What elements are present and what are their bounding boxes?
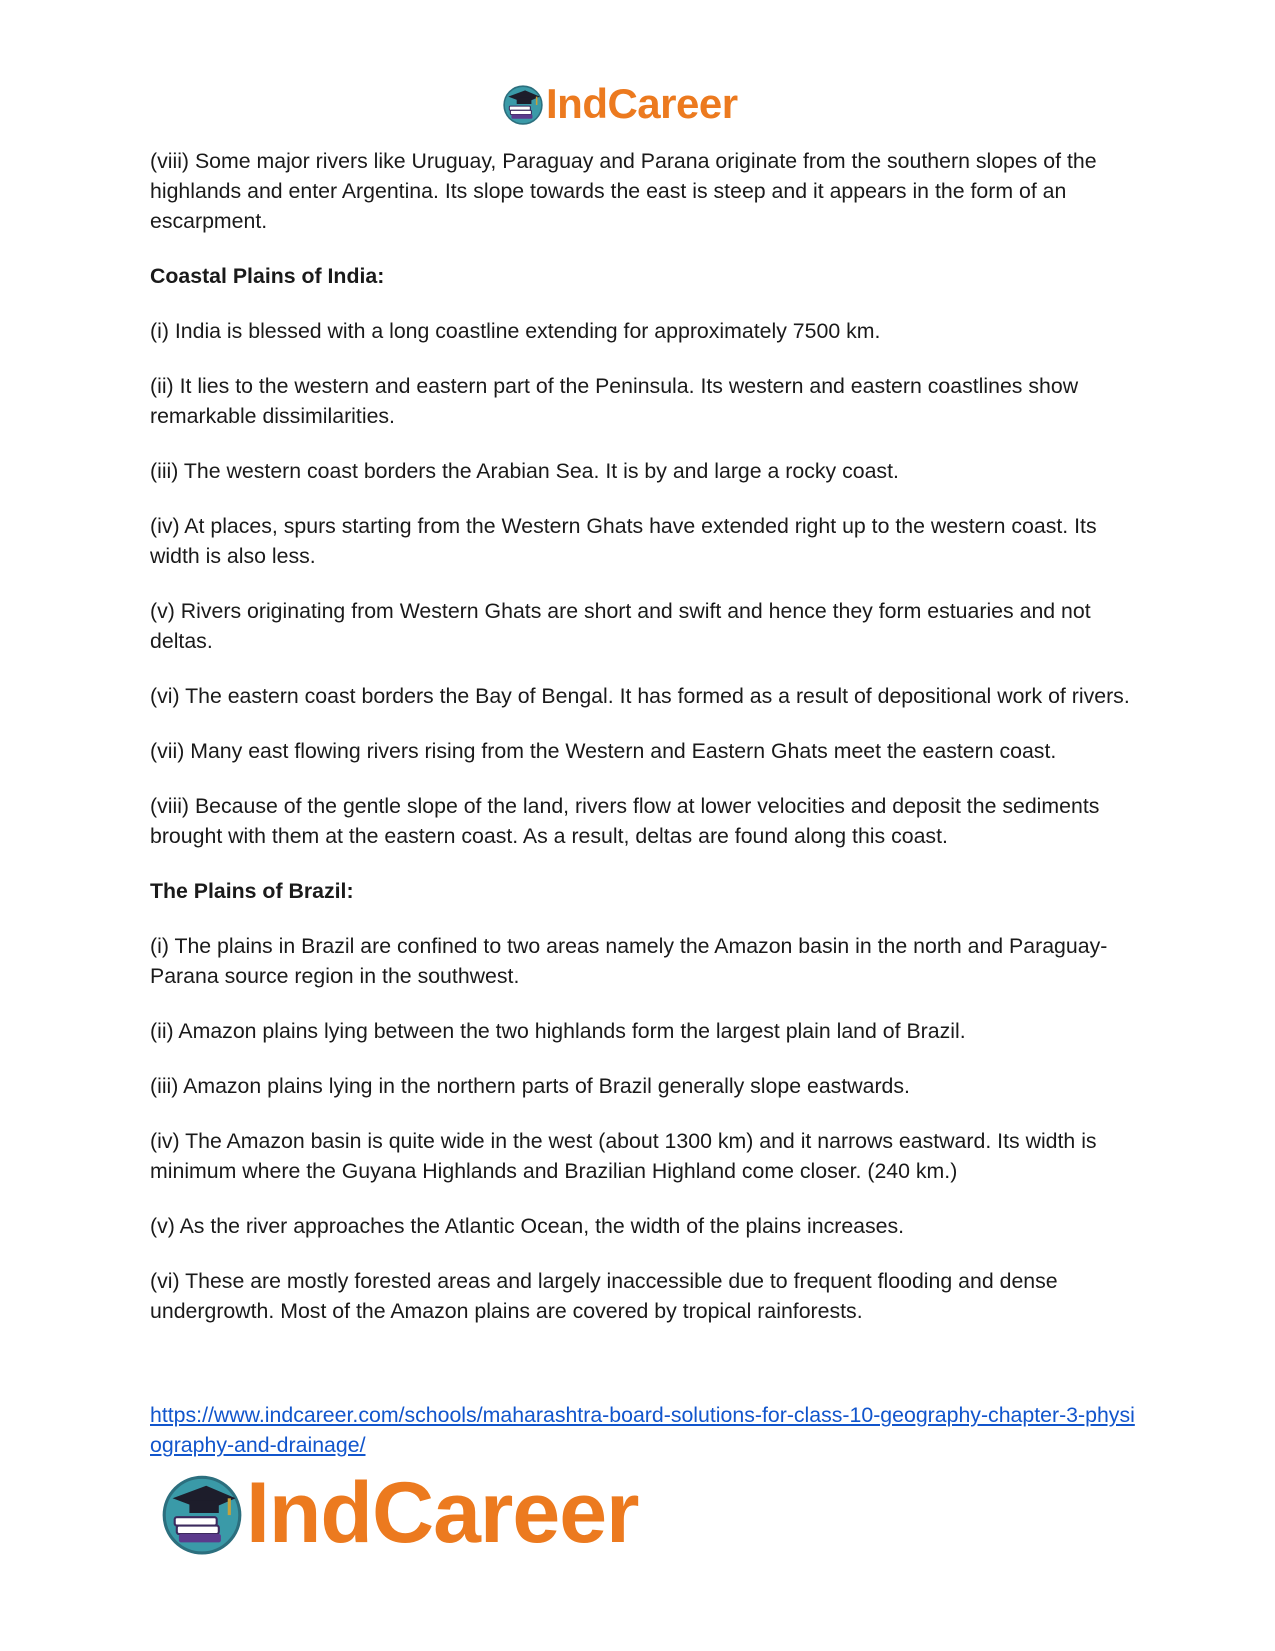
logo-wordmark: IndCareer <box>246 1465 639 1561</box>
graduation-cap-book-icon <box>160 1471 244 1555</box>
paragraph: (vi) The eastern coast borders the Bay of Bengal. It has formed as a result of depositional work of rivers. <box>150 684 1130 708</box>
paragraph: (iv) The Amazon basin is quite wide in the west (about 1300 km) and it narrows eastward. Its width is minimum where the Guyana Highlands and Brazilian Highland come closer. (240 km.) <box>150 1129 1097 1183</box>
paragraph: (ii) Amazon plains lying between the two highlands form the largest plain land of Brazil. <box>150 1019 966 1043</box>
paragraph: (v) Rivers originating from Western Ghats are short and swift and hence they form estuaries and not deltas. <box>150 599 1091 653</box>
footer-logo <box>160 1467 639 1559</box>
graduation-cap-book-icon <box>502 83 544 125</box>
paragraph: (v) As the river approaches the Atlantic Ocean, the width of the plains increases. <box>150 1214 905 1238</box>
paragraph: (iii) Amazon plains lying in the northern parts of Brazil generally slope eastwards. <box>150 1074 910 1098</box>
section-heading-coastal-plains: Coastal Plains of India: <box>150 264 385 288</box>
paragraph: (i) The plains in Brazil are confined to two areas namely the Amazon basin in the north and Paraguay-Parana source region in the southwest. <box>150 934 1108 988</box>
document-body <box>150 146 1135 1351</box>
section-heading-plains-of-brazil: The Plains of Brazil: <box>150 879 354 903</box>
header-logo <box>502 80 738 128</box>
paragraph: (iii) The western coast borders the Arabian Sea. It is by and large a rocky coast. <box>150 459 899 483</box>
paragraph: (i) India is blessed with a long coastline extending for approximately 7500 km. <box>150 319 881 343</box>
paragraph: (viii) Some major rivers like Uruguay, Paraguay and Parana originate from the southern slopes of the highlands and enter Argentina. Its slope towards the east is steep and it appears in the form of an escarpment. <box>150 149 1097 233</box>
paragraph: (iv) At places, spurs starting from the Western Ghats have extended right up to the western coast. Its width is also less. <box>150 514 1097 568</box>
paragraph: (vi) These are mostly forested areas and largely inaccessible due to frequent flooding and dense undergrowth. Most of the Amazon plains are covered by tropical rainforests. <box>150 1269 1058 1323</box>
paragraph: (vii) Many east flowing rivers rising from the Western and Eastern Ghats meet the eastern coast. <box>150 739 1057 763</box>
paragraph: (ii) It lies to the western and eastern part of the Peninsula. Its western and eastern coastlines show remarkable dissimilarities. <box>150 374 1079 428</box>
paragraph: (viii) Because of the gentle slope of the land, rivers flow at lower velocities and deposit the sediments brought with them at the eastern coast. As a result, deltas are found along this coast. <box>150 794 1100 848</box>
logo-wordmark: IndCareer <box>546 80 738 127</box>
source-link[interactable]: https://www.indcareer.com/schools/maharashtra-board-solutions-for-class-10-geography-chapter-3-physiography-and-drainage/ <box>150 1403 1135 1457</box>
